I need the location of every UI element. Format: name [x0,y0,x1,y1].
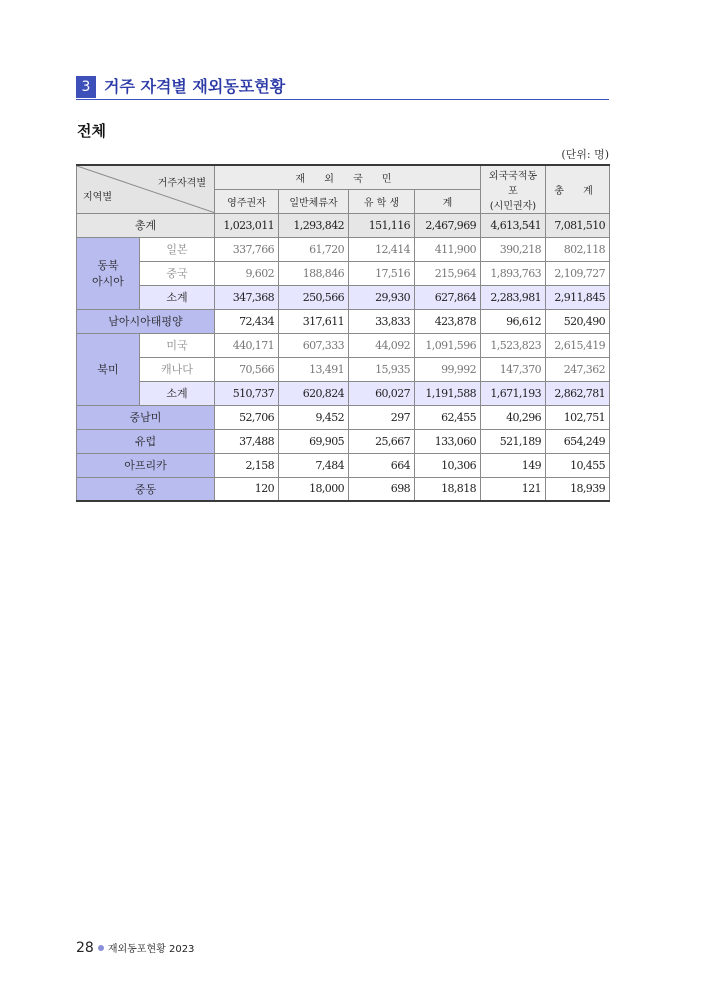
cell: 802,118 [546,237,610,261]
row-label: 일본 [140,237,215,261]
cell: 2,467,969 [415,213,481,237]
row-label: 총계 [77,213,215,237]
cell: 317,611 [279,309,349,333]
table-row-north-america-subtotal [77,381,610,405]
cell: 620,824 [279,381,349,405]
row-label: 중국 [140,261,215,285]
cell: 70,566 [215,357,279,381]
cell: 1,893,763 [481,261,546,285]
cell: 72,434 [215,309,279,333]
cell: 151,116 [349,213,415,237]
table-row-africa [77,453,610,477]
cell: 62,455 [415,405,481,429]
cell: 215,964 [415,261,481,285]
header-corner [77,165,215,213]
table-row-europe [77,429,610,453]
student-header: 유 학 생 [349,189,415,213]
cell: 133,060 [415,429,481,453]
cell: 15,935 [349,357,415,381]
grand-total-header: 총 계 [546,165,610,213]
cell: 18,000 [279,477,349,501]
subtotal-header: 계 [415,189,481,213]
cell: 7,081,510 [546,213,610,237]
cell: 1,191,588 [415,381,481,405]
cell: 1,023,011 [215,213,279,237]
region-north-america: 북미 [77,333,140,405]
cell: 10,455 [546,453,610,477]
cell: 2,109,727 [546,261,610,285]
cell: 17,516 [349,261,415,285]
row-label: 유럽 [77,429,215,453]
bullet-icon [98,945,104,951]
foreign-header-line2: (시민권자) [489,200,537,212]
cell: 147,370 [481,357,546,381]
foreign-header-line1: 외국국적동포 [488,170,538,197]
row-label: 중남미 [77,405,215,429]
table-row-japan [77,237,610,261]
cell: 411,900 [415,237,481,261]
table-subtitle: 전체 [77,122,106,140]
region-label-line2: 아시아 [92,275,124,288]
cell: 52,706 [215,405,279,429]
cell: 2,911,845 [546,285,610,309]
table-row-middle-east [77,477,610,501]
cell: 2,862,781 [546,381,610,405]
cell: 297 [349,405,415,429]
section-number: 3 [76,76,96,98]
cell: 698 [349,477,415,501]
table-row-central-south-america [77,405,610,429]
cell: 4,613,541 [481,213,546,237]
row-axis-label: 지역별 [83,191,112,203]
cell: 2,615,419 [546,333,610,357]
row-label: 아프리카 [77,453,215,477]
row-label: 캐나다 [140,357,215,381]
row-label: 중동 [77,477,215,501]
cell: 149 [481,453,546,477]
cell: 347,368 [215,285,279,309]
cell: 250,566 [279,285,349,309]
cell: 440,171 [215,333,279,357]
footer-title: 재외동포현황 2023 [107,944,195,955]
cell: 121 [481,477,546,501]
table-row-canada [77,357,610,381]
cell: 337,766 [215,237,279,261]
cell: 33,833 [349,309,415,333]
cell: 7,484 [279,453,349,477]
residence-status-table [76,164,610,502]
region-northeast-asia [77,237,140,309]
cell: 654,249 [546,429,610,453]
table-row-usa [77,333,610,357]
cell: 510,737 [215,381,279,405]
cell: 29,930 [349,285,415,309]
cell: 18,939 [546,477,610,501]
page-number: 28 [76,940,94,956]
table-row-total [77,213,610,237]
table-row-south-asia-pacific [77,309,610,333]
cell: 9,452 [279,405,349,429]
unit-label: (단위: 명) [561,148,609,161]
cell: 423,878 [415,309,481,333]
cell: 188,846 [279,261,349,285]
table-row-china [77,261,610,285]
row-label: 소계 [140,285,215,309]
row-label: 소계 [140,381,215,405]
cell: 99,992 [415,357,481,381]
cell: 1,293,842 [279,213,349,237]
cell: 2,283,981 [481,285,546,309]
cell: 9,602 [215,261,279,285]
cell: 390,218 [481,237,546,261]
cell: 69,905 [279,429,349,453]
cell: 96,612 [481,309,546,333]
cell: 627,864 [415,285,481,309]
page-footer [76,940,194,956]
foreign-nationality-header [481,165,546,213]
cell: 120 [215,477,279,501]
table-row-northeast-asia-subtotal [77,285,610,309]
cell: 44,092 [349,333,415,357]
cell: 1,091,596 [415,333,481,357]
cell: 1,523,823 [481,333,546,357]
general-resident-header: 일반체류자 [279,189,349,213]
cell: 10,306 [415,453,481,477]
cell: 664 [349,453,415,477]
cell: 520,490 [546,309,610,333]
cell: 607,333 [279,333,349,357]
cell: 102,751 [546,405,610,429]
cell: 521,189 [481,429,546,453]
cell: 12,414 [349,237,415,261]
cell: 247,362 [546,357,610,381]
cell: 18,818 [415,477,481,501]
cell: 2,158 [215,453,279,477]
cell: 13,491 [279,357,349,381]
cell: 40,296 [481,405,546,429]
permanent-resident-header: 영주권자 [215,189,279,213]
cell: 60,027 [349,381,415,405]
cell: 1,671,193 [481,381,546,405]
cell: 25,667 [349,429,415,453]
column-axis-label: 거주자격별 [157,178,206,189]
region-label-line1: 동북 [97,259,119,272]
cell: 61,720 [279,237,349,261]
overseas-nationals-header: 재 외 국 민 [215,165,481,189]
row-label: 남아시아태평양 [77,309,215,333]
section-header [76,76,609,100]
section-title: 거주 자격별 재외동포현황 [104,77,286,96]
row-label: 미국 [140,333,215,357]
cell: 37,488 [215,429,279,453]
